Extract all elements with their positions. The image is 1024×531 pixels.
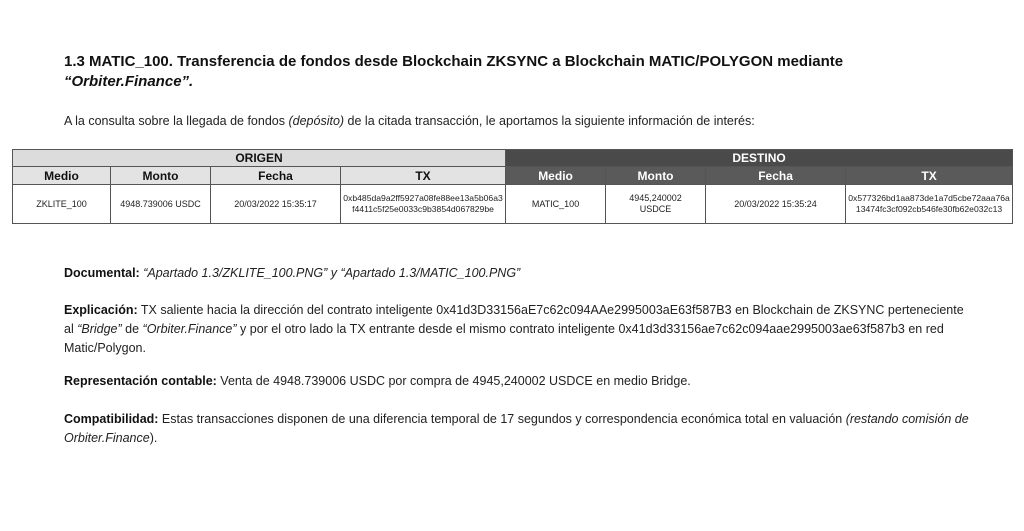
explicacion-text-1: TX saliente hacia la dirección del contrato inteligente 0x41d3D33156aE7c62c094AAe2995003aE63f587B3 en Blockchain de ZKSYNC perteneciente al	[64, 303, 964, 336]
destino-monto-currency: USDCE	[639, 204, 672, 214]
col-header-destino-tx: TX	[846, 167, 1013, 185]
destino-fecha-cell: 20/03/2022 15:35:24	[706, 185, 846, 224]
intro-paragraph	[64, 114, 755, 128]
origen-tx-cell: 0xb485da9a2ff5927a08fe88ee13a5b06a3f4411c5f25e0033c9b3854d067829be	[341, 185, 506, 224]
col-header-destino-monto: Monto	[606, 167, 706, 185]
compatibilidad-label: Compatibilidad:	[64, 412, 159, 426]
explicacion-bridge: “Bridge”	[77, 322, 122, 336]
documental-label: Documental:	[64, 266, 140, 280]
col-header-origen-fecha: Fecha	[211, 167, 341, 185]
compatibilidad-paragraph	[64, 410, 974, 448]
col-header-origen-medio: Medio	[13, 167, 111, 185]
explicacion-orbiter: “Orbiter.Finance”	[142, 322, 237, 336]
col-header-origen-monto: Monto	[111, 167, 211, 185]
heading-line-1: 1.3 MATIC_100. Transferencia de fondos desde Blockchain ZKSYNC a Blockchain MATIC/POLYGON mediante	[64, 53, 844, 70]
section-heading	[64, 52, 964, 92]
explicacion-label: Explicación:	[64, 303, 138, 317]
representacion-paragraph	[64, 372, 974, 391]
explicacion-text-2: de	[121, 322, 143, 336]
group-header-destino: DESTINO	[506, 150, 1013, 167]
origen-fecha-cell: 20/03/2022 15:35:17	[211, 185, 341, 224]
explicacion-text-3: y por el otro lado la TX entrante desde el mismo contrato inteligente 0x41d3d33156ae7c62c094aae2995003ae63f587b3 en red Matic/Polygon.	[64, 322, 944, 355]
representacion-label: Representación contable:	[64, 374, 217, 388]
representacion-text: Venta de 4948.739006 USDC por compra de 4945,240002 USDCE en medio Bridge.	[216, 374, 691, 388]
transaction-table	[12, 149, 1013, 224]
heading-line-2: “Orbiter.Finance”.	[64, 73, 194, 90]
origen-monto-cell: 4948.739006 USDC	[111, 185, 211, 224]
compatibilidad-text: Estas transacciones disponen de una diferencia temporal de 17 segundos y correspondencia económica total en valuación	[158, 412, 846, 426]
destino-monto-amount: 4945,240002	[629, 193, 682, 203]
compatibilidad-emphasis: (restando comisión de Orbiter.Finance	[64, 412, 969, 445]
destino-medio-cell: MATIC_100	[506, 185, 606, 224]
intro-text-start: A la consulta sobre la llegada de fondos	[64, 114, 289, 128]
documental-text: “Apartado 1.3/ZKLITE_100.PNG” y “Apartado 1.3/MATIC_100.PNG”	[143, 266, 521, 280]
intro-text-end: de la citada transacción, le aportamos la siguiente información de interés:	[344, 114, 755, 128]
explicacion-paragraph	[64, 301, 974, 358]
col-header-destino-medio: Medio	[506, 167, 606, 185]
col-header-destino-fecha: Fecha	[706, 167, 846, 185]
table-row	[13, 185, 1013, 224]
col-header-origen-tx: TX	[341, 167, 506, 185]
compatibilidad-end: ).	[149, 431, 158, 445]
destino-tx-cell: 0x577326bd1aa873de1a7d5cbe72aaa76a13474fc3cf092cb546fe30fb62e032c13	[846, 185, 1013, 224]
origen-medio-cell: ZKLITE_100	[13, 185, 111, 224]
destino-monto-cell	[606, 185, 706, 224]
documental-paragraph	[64, 264, 974, 283]
group-header-origen: ORIGEN	[13, 150, 506, 167]
intro-emphasis: (depósito)	[288, 114, 345, 128]
